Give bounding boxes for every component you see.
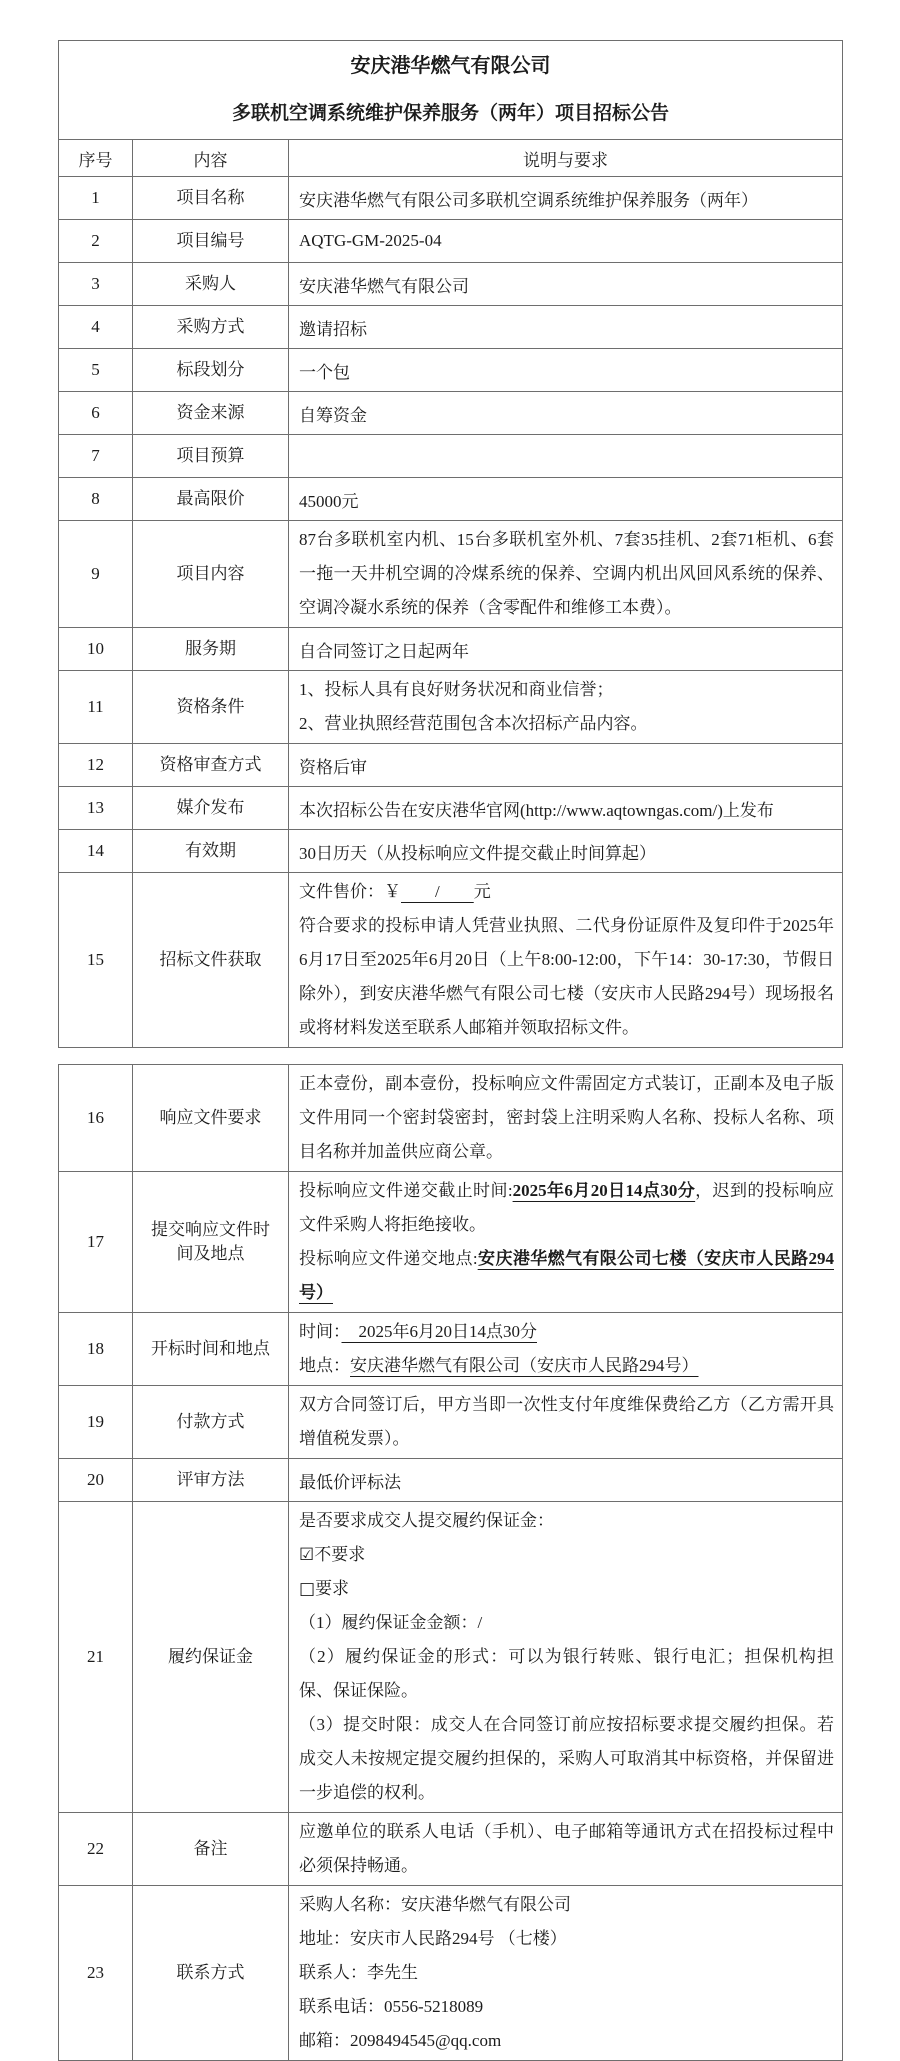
row-label: 项目编号 <box>133 220 289 263</box>
row-2-project-number <box>59 220 843 263</box>
row-desc <box>289 1172 843 1313</box>
option-label: 不要求 <box>314 1545 366 1564</box>
table-gap <box>58 1048 900 1064</box>
price-unit: 元 <box>473 882 491 901</box>
row-desc <box>289 1813 843 1886</box>
row-label: 资金来源 <box>133 392 289 435</box>
contact-email-line: 邮箱：2098494545@qq.com <box>299 2031 502 2050</box>
row-15-document-acquisition <box>59 873 843 1048</box>
table-header-row <box>59 140 843 177</box>
row-desc: 自筹资金 <box>289 392 843 435</box>
row-desc <box>289 873 843 1048</box>
row-label: 标段划分 <box>133 349 289 392</box>
row-desc: 本次招标公告在安庆港华官网(http://www.aqtowngas.com/)上发布 <box>289 787 843 830</box>
deadline-prefix: 投标响应文件递交截止时间: <box>299 1181 513 1200</box>
row-desc: 安庆港华燃气有限公司 <box>289 263 843 306</box>
option-label: 要求 <box>315 1579 350 1598</box>
row-no: 1 <box>59 177 133 220</box>
row-label: 采购方式 <box>133 306 289 349</box>
unchecked-checkbox-icon: □ <box>299 1579 316 1599</box>
row-label: 服务期 <box>133 628 289 671</box>
company-title: 安庆港华燃气有限公司 <box>350 55 551 77</box>
row-desc: 邀请招标 <box>289 306 843 349</box>
row-8-price-ceiling <box>59 478 843 521</box>
row-10-service-period <box>59 628 843 671</box>
row-desc <box>289 521 843 628</box>
row-label: 有效期 <box>133 830 289 873</box>
row-4-procurement-method <box>59 306 843 349</box>
contact-phone-line: 联系电话：0556-5218089 <box>299 1997 484 2016</box>
deadline-suffix: ，迟到的投标响应文件采购人将拒绝接收。 <box>299 1181 834 1234</box>
row-12-qualification-review <box>59 744 843 787</box>
row-label: 招标文件获取 <box>133 873 289 1048</box>
bond-form-line: （2）履约保证金的形式：可以为银行转账、银行电汇；担保机构担保、保证保险。 <box>299 1647 834 1700</box>
row-16-response-document-requirements <box>59 1065 843 1172</box>
col-header-no: 序号 <box>59 140 133 177</box>
row-no: 7 <box>59 435 133 478</box>
contact-address-line: 地址：安庆市人民路294号 （七楼） <box>299 1929 567 1948</box>
row-no: 15 <box>59 873 133 1048</box>
row-no: 9 <box>59 521 133 628</box>
row-label: 备注 <box>133 1813 289 1886</box>
bond-amount-line: （1）履约保证金金额：/ <box>299 1613 483 1632</box>
col-header-item: 内容 <box>133 140 289 177</box>
row-desc <box>289 1886 843 2061</box>
place-value: 安庆港华燃气有限公司（安庆市人民路294号） <box>350 1356 699 1375</box>
checked-checkbox-icon: ☑ <box>299 1545 315 1565</box>
row-5-lot-division <box>59 349 843 392</box>
time-value: 2025年6月20日14点30分 <box>341 1322 537 1341</box>
contact-person-line: 联系人：李先生 <box>299 1963 418 1982</box>
row-19-payment-method <box>59 1386 843 1459</box>
row-14-validity-period <box>59 830 843 873</box>
row-label: 评审方法 <box>133 1459 289 1502</box>
row-desc: AQTG-GM-2025-04 <box>289 220 843 263</box>
bond-option-required <box>299 1572 834 1606</box>
row-label <box>133 1172 289 1313</box>
row-label: 资格审查方式 <box>133 744 289 787</box>
row-label: 采购人 <box>133 263 289 306</box>
row-no: 4 <box>59 306 133 349</box>
row-label: 项目名称 <box>133 177 289 220</box>
title-cell <box>59 41 843 140</box>
row-no: 18 <box>59 1313 133 1386</box>
notice-title: 多联机空调系统维护保养服务（两年）项目招标公告 <box>232 103 670 124</box>
row-desc <box>289 1313 843 1386</box>
row-no: 2 <box>59 220 133 263</box>
row-no: 3 <box>59 263 133 306</box>
row-no: 8 <box>59 478 133 521</box>
submission-deadline-line <box>299 1174 834 1242</box>
row-7-project-budget <box>59 435 843 478</box>
contact-purchaser-line: 采购人名称：安庆港华燃气有限公司 <box>299 1895 571 1914</box>
row-20-evaluation-method <box>59 1459 843 1502</box>
row-no: 12 <box>59 744 133 787</box>
row-label: 资格条件 <box>133 671 289 744</box>
row-no: 16 <box>59 1065 133 1172</box>
document-price-line <box>299 875 834 909</box>
qualification-line: 1、投标人具有良好财务状况和商业信誉； <box>299 680 614 699</box>
project-content-text: 87台多联机室内机、15台多联机室外机、7套35挂机、2套71柜机、6套一拖一天井机空调的冷煤系统的保养、空调内机出风回风系统的保养、空调冷凝水系统的保养（含零配件和维修工本费）。 <box>299 530 835 617</box>
bid-opening-time-line <box>299 1315 834 1349</box>
bond-question-line: 是否要求成交人提交履约保证金： <box>299 1511 554 1530</box>
row-18-bid-opening <box>59 1313 843 1386</box>
row-desc: 自合同签订之日起两年 <box>289 628 843 671</box>
row-label: 付款方式 <box>133 1386 289 1459</box>
row-11-qualification <box>59 671 843 744</box>
row-label: 联系方式 <box>133 1886 289 2061</box>
row-no: 10 <box>59 628 133 671</box>
row-no: 21 <box>59 1502 133 1813</box>
row-no: 13 <box>59 787 133 830</box>
response-requirements-text: 正本壹份，副本壹份，投标响应文件需固定方式装订，正副本及电子版文件用同一个密封袋密封，密封袋上注明采购人名称、投标人名称、项目名称并加盖供应商公章。 <box>299 1074 834 1161</box>
row-no: 6 <box>59 392 133 435</box>
row-desc: 45000元 <box>289 478 843 521</box>
row-no: 22 <box>59 1813 133 1886</box>
row-21-performance-bond <box>59 1502 843 1813</box>
row-6-funding-source <box>59 392 843 435</box>
row-23-contact-info <box>59 1886 843 2061</box>
row-desc <box>289 671 843 744</box>
row-no: 14 <box>59 830 133 873</box>
bid-opening-place-line <box>299 1349 834 1383</box>
place-value: 安庆港华燃气有限公司七楼（安庆市人民路294号） <box>299 1249 834 1302</box>
row-label: 项目内容 <box>133 521 289 628</box>
row-desc <box>289 1386 843 1459</box>
row-label: 项目预算 <box>133 435 289 478</box>
place-prefix: 投标响应文件递交地点: <box>299 1249 478 1268</box>
row-label-line: 间及地点 <box>176 1244 245 1263</box>
row-17-submission-time-place <box>59 1172 843 1313</box>
row-label: 开标时间和地点 <box>133 1313 289 1386</box>
payment-method-text: 双方合同签订后，甲方当即一次性支付年度维保费给乙方（乙方需开具增值税发票）。 <box>299 1395 834 1448</box>
row-22-remarks <box>59 1813 843 1886</box>
row-desc: 30日历天（从投标响应文件提交截止时间算起） <box>289 830 843 873</box>
row-no: 17 <box>59 1172 133 1313</box>
row-desc: 安庆港华燃气有限公司多联机空调系统维护保养服务（两年） <box>289 177 843 220</box>
row-desc <box>289 435 843 478</box>
title-row <box>59 41 843 140</box>
tender-info-table-2 <box>58 1064 843 2061</box>
deadline-value: 2025年6月20日14点30分 <box>512 1181 696 1200</box>
bond-option-not-required <box>299 1538 834 1572</box>
row-1-project-name <box>59 177 843 220</box>
row-no: 5 <box>59 349 133 392</box>
document-acquisition-text: 符合要求的投标申请人凭营业执照、二代身份证原件及复印件于2025年6月17日至2025年6月20日（上午8:00-12:00，下午14：30-17:30，节假日除外），到安庆港华燃气有限公司七楼（安庆市人民路294号）现场报名或将材料发送至联系人邮箱并领取招标文件。 <box>299 916 835 1037</box>
remarks-text: 应邀单位的联系人电话（手机）、电子邮箱等通讯方式在招投标过程中必须保持畅通。 <box>299 1822 834 1875</box>
row-label: 最高限价 <box>133 478 289 521</box>
row-no: 23 <box>59 1886 133 2061</box>
row-no: 20 <box>59 1459 133 1502</box>
row-desc <box>289 1502 843 1813</box>
price-blank-underline: / <box>401 882 474 901</box>
time-label: 时间： <box>299 1322 342 1341</box>
col-header-desc: 说明与要求 <box>289 140 843 177</box>
row-label: 响应文件要求 <box>133 1065 289 1172</box>
row-9-project-content <box>59 521 843 628</box>
row-desc: 最低价评标法 <box>289 1459 843 1502</box>
qualification-line: 2、营业执照经营范围包含本次招标产品内容。 <box>299 714 648 733</box>
row-desc: 一个包 <box>289 349 843 392</box>
row-3-purchaser <box>59 263 843 306</box>
row-desc <box>289 1065 843 1172</box>
submission-place-line <box>299 1242 834 1310</box>
row-label: 履约保证金 <box>133 1502 289 1813</box>
place-label: 地点： <box>299 1356 350 1375</box>
price-label: 文件售价：￥ <box>299 882 401 901</box>
bond-deadline-line: （3）提交时限：成交人在合同签订前应按招标要求提交履约担保。若成交人未按规定提交履约担保的，采购人可取消其中标资格，并保留进一步追偿的权利。 <box>299 1715 834 1802</box>
row-no: 11 <box>59 671 133 744</box>
row-no: 19 <box>59 1386 133 1459</box>
row-13-media-release <box>59 787 843 830</box>
row-label-line: 提交响应文件时 <box>151 1220 270 1239</box>
row-desc: 资格后审 <box>289 744 843 787</box>
row-label: 媒介发布 <box>133 787 289 830</box>
tender-info-table-1 <box>58 40 843 1048</box>
